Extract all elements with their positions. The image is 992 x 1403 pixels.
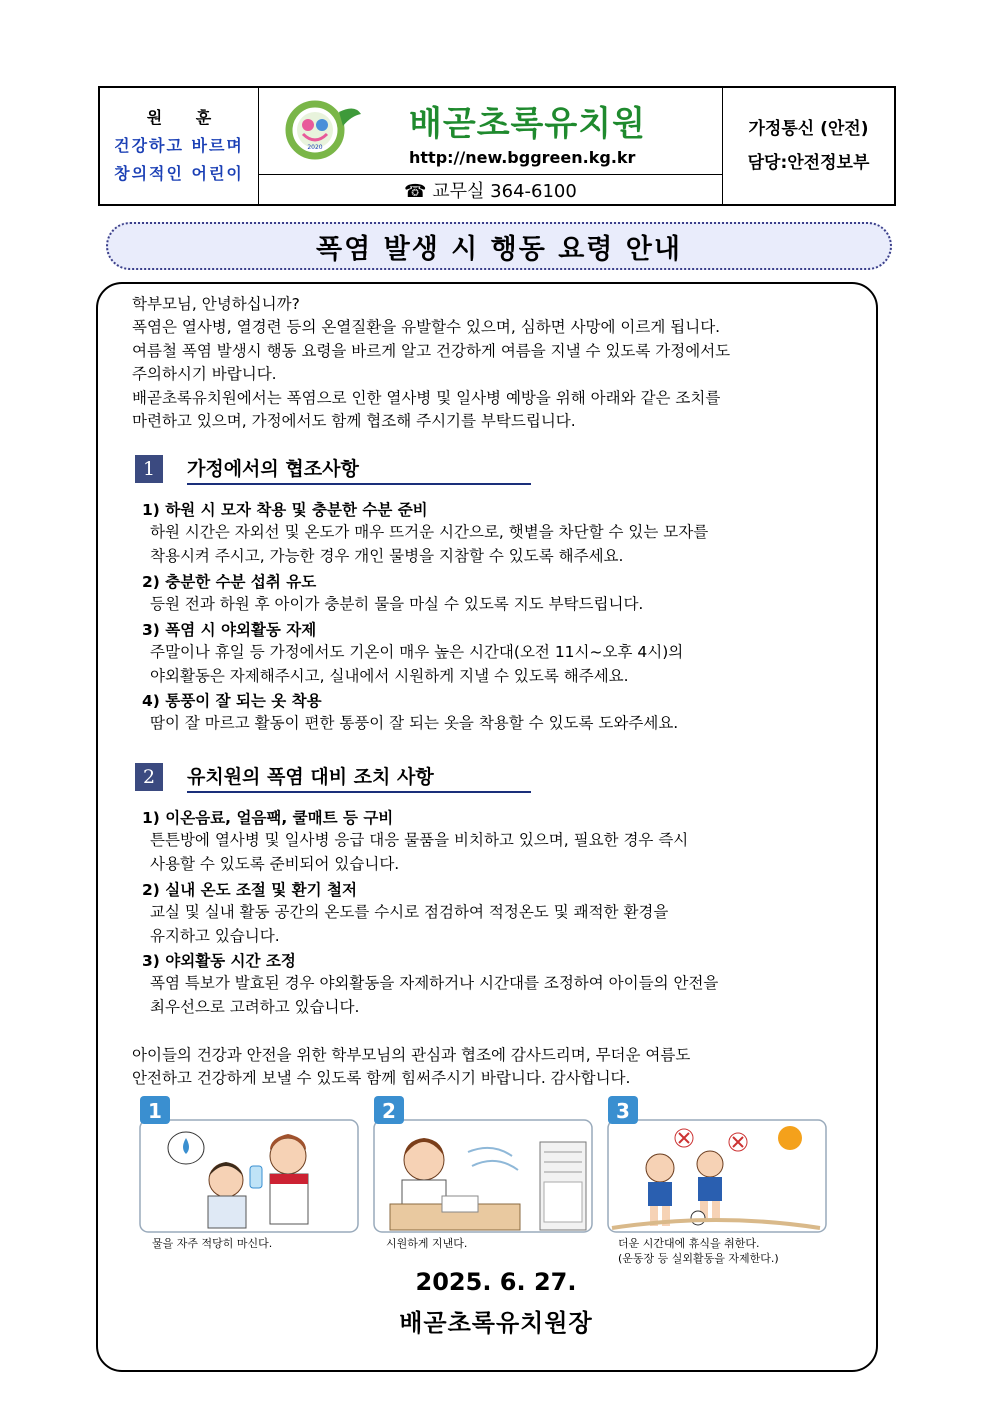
item-body <box>150 972 842 1019</box>
item-line: 폭염 특보가 발효된 경우 야외활동을 자제하거나 시간대를 조정하여 아이들의 안전을 <box>150 974 719 992</box>
section-title: 유치원의 폭염 대비 조치 사항 <box>187 762 531 793</box>
illustration-caption <box>618 1236 779 1266</box>
svg-text:3: 3 <box>616 1099 630 1123</box>
section-number: 2 <box>135 763 163 791</box>
svg-text:1: 1 <box>148 1099 162 1123</box>
item-title: 3) 야외활동 시간 조정 <box>142 952 296 970</box>
department: 담당:안전정보부 <box>747 153 870 173</box>
item-title: 3) 폭염 시 야외활동 자제 <box>142 621 317 639</box>
doc-type: 가정통신 (안전) <box>748 119 869 139</box>
motto-title: 원 훈 <box>146 108 226 127</box>
item-line: 주말이나 휴일 등 가정에서도 기온이 매우 높은 시간대(오전 11시~오후 4시)의 <box>150 643 684 661</box>
item-line: 튼튼방에 열사병 및 일사병 응급 대응 물품을 비치하고 있으며, 필요한 경우 즉시 <box>150 831 689 849</box>
illustration-caption: 시원하게 지낸다. <box>386 1237 468 1250</box>
school-name: 배곧초록유치원 <box>409 104 646 144</box>
school-info-cell <box>259 88 723 204</box>
illustration-caption: 물을 자주 적당히 마신다. <box>152 1237 273 1250</box>
intro-paragraph <box>132 293 842 433</box>
item-body <box>150 641 842 688</box>
closing-paragraph <box>132 1044 842 1091</box>
item-line: 사용할 수 있도록 준비되어 있습니다. <box>150 854 400 873</box>
item-title: 2) 실내 온도 조절 및 환기 철저 <box>142 881 357 899</box>
illustration-rest <box>606 1092 830 1234</box>
item-title: 4) 통풍이 잘 되는 옷 착용 <box>142 692 322 710</box>
intro-line: 폭염은 열사병, 열경련 등의 온열질환을 유발할수 있으며, 심하면 사망에 이르게 됩니다. <box>132 318 721 337</box>
intro-line: 주의하시기 바랍니다. <box>132 365 277 384</box>
phone-number: ☎ 교무실 364-6100 <box>404 180 577 202</box>
section-2-header <box>135 762 531 792</box>
item-body <box>150 712 842 736</box>
item-title: 1) 이온음료, 얼음팩, 쿨매트 등 구비 <box>142 809 394 827</box>
item-body <box>150 593 842 617</box>
illustration-stay-cool <box>372 1092 596 1234</box>
item-title: 2) 충분한 수분 섭취 유도 <box>142 573 317 591</box>
signature: 배곧초록유치원장 <box>399 1309 593 1337</box>
intro-line: 마련하고 있으며, 가정에서도 함께 협조해 주시기를 부탁드립니다. <box>132 412 576 431</box>
motto-line-1: 건강하고 바르며 <box>114 136 244 155</box>
issue-date: 2025. 6. 27. <box>415 1268 577 1296</box>
closing-line: 아이들의 건강과 안전을 위한 학부모님의 관심과 협조에 감사드리며, 무더운 여름도 <box>132 1046 691 1064</box>
title-banner <box>106 222 892 270</box>
svg-text:2: 2 <box>382 1099 396 1123</box>
item-title: 1) 하원 시 모자 착용 및 충분한 수분 준비 <box>142 501 428 519</box>
item-body <box>150 901 842 948</box>
item-line: 등원 전과 하원 후 아이가 충분히 물을 마실 수 있도록 지도 부탁드립니다. <box>150 595 644 613</box>
svg-text:2020: 2020 <box>307 144 323 151</box>
doc-info-cell <box>723 88 894 204</box>
caption-line: 더운 시간대에 휴식을 취한다. <box>618 1237 760 1250</box>
item-line: 땀이 잘 마르고 활동이 편한 통풍이 잘 되는 옷을 착용할 수 있도록 도와주세요. <box>150 714 679 732</box>
illustration-drink-water <box>138 1092 362 1234</box>
intro-line: 여름철 폭염 발생시 행동 요령을 바르게 알고 건강하게 여름을 지낼 수 있도록 가정에서도 <box>132 341 731 360</box>
item-body <box>150 829 842 876</box>
item-line: 착용시켜 주시고, 가능한 경우 개인 물병을 지참할 수 있도록 해주세요. <box>150 546 624 565</box>
item-line: 야외활동은 자제해주시고, 실내에서 시원하게 지낼 수 있도록 해주세요. <box>150 666 629 685</box>
header-table <box>98 86 896 206</box>
document-title: 폭염 발생 시 행동 요령 안내 <box>316 233 682 265</box>
item-line: 유지하고 있습니다. <box>150 926 280 945</box>
motto-line-2: 창의적인 어린이 <box>114 164 244 183</box>
item-line: 최우선으로 고려하고 있습니다. <box>150 997 360 1016</box>
section-number: 1 <box>135 455 163 483</box>
section-1-header <box>135 454 531 484</box>
caption-line: (운동장 등 실외활동을 자제한다.) <box>618 1252 779 1265</box>
section-title: 가정에서의 협조사항 <box>187 454 531 485</box>
item-line: 하원 시간은 자외선 및 온도가 매우 뜨거운 시간으로, 햇볕을 차단할 수 있는 모자를 <box>150 523 709 541</box>
motto-cell <box>100 88 259 204</box>
intro-line: 배곧초록유치원에서는 폭염으로 인한 열사병 및 일사병 예방을 위해 아래와 같은 조치를 <box>132 388 721 407</box>
school-logo <box>279 98 363 162</box>
school-url[interactable]: http://new.bggreen.kg.kr <box>409 148 636 167</box>
item-body <box>150 521 842 568</box>
closing-line: 안전하고 건강하게 보낼 수 있도록 함께 힘써주시기 바랍니다. 감사합니다. <box>132 1069 631 1088</box>
intro-line: 학부모님, 안녕하십니까? <box>132 295 300 313</box>
item-line: 교실 및 실내 활동 공간의 온도를 수시로 점검하여 적정온도 및 쾌적한 환경을 <box>150 903 669 921</box>
